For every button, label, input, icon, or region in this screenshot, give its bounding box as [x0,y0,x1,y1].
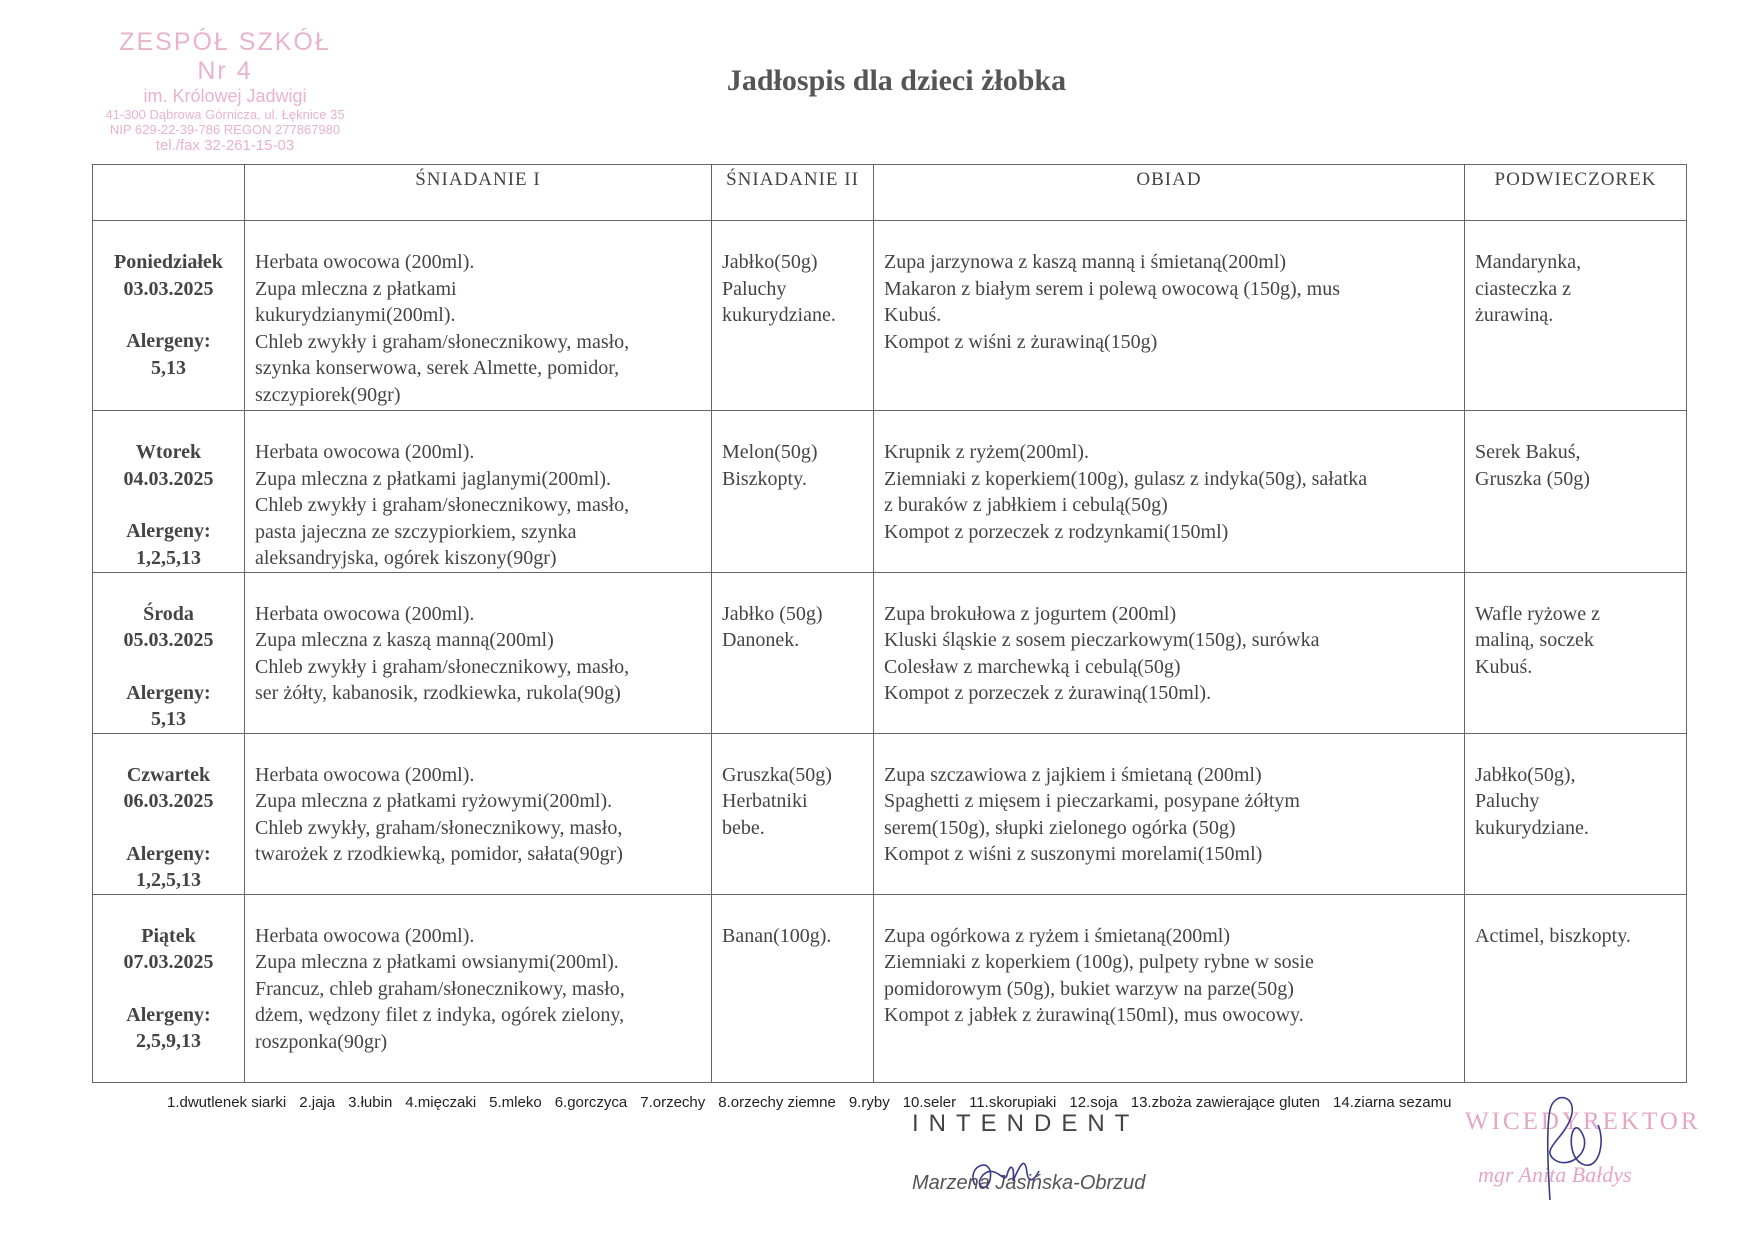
meal-line: roszponka(90gr) [255,1030,388,1053]
meal-cell-breakfast1 [245,221,712,411]
allergen-legend [167,1090,1607,1116]
meal-line: Serek Bakuś, [1475,441,1581,463]
meal-line: serem(150g), słupki zielonego ogórka (50g) [884,816,1236,839]
meal-cell-snack [1465,733,1687,894]
meal-line: Zupa mleczna z płatkami owsianymi(200ml). [255,951,619,973]
meal-line: Danonek. [722,629,800,651]
meal-line: Herbata owocowa (200ml). [255,602,475,625]
meal-line: Zupa mleczna z płatkami ryżowymi(200ml). [255,790,613,812]
day-row [93,733,1687,894]
stamp-line-4: NIP 629-22-39-786 REGON 277867980 [109,122,341,137]
legend-item: 5.mleko [489,1094,542,1111]
meal-line: Makaron z białym serem i polewą owocową (150g), mus [884,277,1340,300]
meal-line: Kompot z wiśni z suszonymi morelami(150ml) [884,843,1263,865]
meal-line: Spaghetti z mięsem i pieczarkami, posypane żółtym [884,790,1300,812]
day-date: 07.03.2025 [123,951,214,973]
allergens-value: 5,13 [151,356,186,379]
stamp-line-5: tel./fax 32-261-15-03 [155,137,295,154]
meal-line: Herbata owocowa (200ml). [255,251,475,273]
intendent-signature [965,1145,1055,1205]
day-name: Piątek [141,924,196,947]
header-day [93,165,245,221]
meal-line: pasta jajeczna ze szczypiorkiem, szynka [255,520,577,543]
meal-line: Herbata owocowa (200ml). [255,924,475,947]
meal-line: Chleb zwykły i graham/słonecznikowy, masło, [255,655,630,678]
meal-line: Paluchy [1475,790,1540,812]
meal-line: Kubuś. [1475,655,1533,678]
day-date: 06.03.2025 [123,790,214,812]
menu-body [93,221,1687,1083]
meal-cell-lunch [874,221,1465,411]
meal-line: ciasteczka z [1475,277,1572,300]
meal-line: Kompot z porzeczek z żurawiną(150ml). [884,682,1212,704]
meal-line: szynka konserwowa, serek Almette, pomidor, [255,357,620,379]
meal-line: Chleb zwykły i graham/słonecznikowy, masło, [255,330,630,353]
meal-line: Herbata owocowa (200ml). [255,763,475,786]
meal-line: maliną, soczek [1475,629,1594,651]
meal-line: Biszkopty. [722,467,807,490]
header-row [93,165,1687,221]
header-lunch: OBIAD [874,165,1465,221]
meal-cell-breakfast2 [712,221,874,411]
meal-line: Gruszka (50g) [1475,467,1590,490]
meal-line: Kompot z porzeczek z rodzynkami(150ml) [884,520,1229,543]
legend-item: 4.mięczaki [405,1094,477,1111]
day-date: 03.03.2025 [123,277,214,300]
day-date: 05.03.2025 [123,629,214,651]
meal-line: szczypiorek(90gr) [255,383,401,406]
allergens-label: Alergeny: [126,1003,211,1026]
allergens-label: Alergeny: [126,520,211,542]
day-cell [93,221,245,411]
deputy-director-title: WICEDYREKTOR [1465,1108,1701,1135]
meal-line: Zupa ogórkowa z ryżem i śmietaną(200ml) [884,924,1230,947]
meal-line: kukurydziane. [722,304,836,326]
meal-cell-snack [1465,411,1687,573]
stamp-line-3: 41-300 Dąbrowa Górnicza, ul. Łęknice 35 [105,107,345,122]
meal-line: Ziemniaki z koperkiem (100g), pulpety rybne w sosie [884,951,1314,973]
day-date: 04.03.2025 [123,467,214,490]
meal-cell-breakfast1 [245,572,712,733]
meal-line: Francuz, chleb graham/słonecznikowy, masło, [255,977,625,1000]
meal-line: Colesław z marchewką i cebulą(50g) [884,655,1181,678]
meal-line: Actimel, biszkopty. [1475,924,1631,947]
day-name: Wtorek [135,441,202,463]
legend-item: 2.jaja [299,1094,336,1111]
meal-line: Zupa szczawiowa z jajkiem i śmietaną (200ml) [884,763,1262,786]
header-breakfast-2: ŚNIADANIE II [712,165,874,221]
stamp-line-2: im. Królowej Jadwigi [143,86,307,106]
day-row [93,221,1687,411]
legend-item: 3.łubin [348,1094,393,1111]
meal-line: dżem, wędzony filet z indyka, ogórek zielony, [255,1004,625,1026]
meal-line: Kubuś. [884,304,942,326]
day-row [93,572,1687,733]
intendent-title: INTENDENT [912,1110,1140,1137]
meal-line: Gruszka(50g) [722,763,832,786]
meal-line: Jabłko(50g) [722,251,818,273]
meal-line: Kompot z jabłek z żurawiną(150ml), mus owocowy. [884,1004,1304,1026]
legend-item: 13.zboża zawierające gluten [1130,1094,1321,1111]
meal-cell-snack [1465,221,1687,411]
meal-line: Kluski śląskie z sosem pieczarkowym(150g), surówka [884,629,1320,651]
day-row [93,894,1687,1082]
meal-line: Chleb zwykły, graham/słonecznikowy, masło, [255,816,623,839]
allergens-label: Alergeny: [126,330,211,352]
meal-line: Banan(100g). [722,924,832,947]
meal-line: Jabłko(50g), [1475,763,1576,786]
meal-line: Herbata owocowa (200ml). [255,441,475,463]
deputy-director-signature [1510,1090,1620,1210]
meal-cell-lunch [874,572,1465,733]
legend-item: 7.orzechy [640,1094,706,1111]
meal-line: kukurydzianymi(200ml). [255,304,456,326]
legend-item: 14.ziarna sezamu [1333,1094,1452,1111]
meal-cell-breakfast2 [712,894,874,1082]
meal-line: Mandarynka, [1475,251,1582,273]
day-cell [93,572,245,733]
meal-line: pomidorowym (50g), bukiet warzyw na parze(50g) [884,977,1294,1000]
allergens-label: Alergeny: [126,681,211,704]
meal-line: ser żółty, kabanosik, rzodkiewka, rukola(90g) [255,682,621,704]
legend-item: 9.ryby [848,1094,890,1111]
allergens-value: 2,5,9,13 [136,1030,201,1052]
allergens-value: 5,13 [151,708,186,730]
meal-line: Paluchy [722,277,787,300]
legend-item: 1.dwutlenek siarki [167,1094,287,1111]
meal-line: Zupa mleczna z płatkami [255,277,457,300]
meal-line: bebe. [722,816,765,839]
header-snack: PODWIECZOREK [1465,165,1687,221]
meal-line: aleksandryjska, ogórek kiszony(90gr) [255,547,557,569]
meal-cell-breakfast1 [245,894,712,1082]
day-name: Środa [143,602,194,625]
page-title: Jadłospis dla dzieci żłobka [726,64,1067,97]
legend-item: 8.orzechy ziemne [718,1094,836,1111]
day-cell [93,411,245,573]
meal-line: Wafle ryżowe z [1475,602,1600,625]
meal-line: kukurydziane. [1475,816,1589,839]
meal-line: Herbatniki [722,790,808,812]
meal-line: żurawiną. [1475,304,1554,326]
meal-cell-lunch [874,411,1465,573]
legend-item: 11.skorupiaki [969,1094,1057,1111]
meal-cell-breakfast1 [245,411,712,573]
day-name: Poniedziałek [114,251,223,273]
allergens-value: 1,2,5,13 [136,546,201,569]
meal-line: z buraków z jabłkiem i cebulą(50g) [884,494,1168,516]
allergens-label: Alergeny: [126,842,211,865]
day-cell [93,733,245,894]
stamp-line-1: ZESPÓŁ SZKÓŁ Nr 4 [119,28,331,85]
deputy-director-name: mgr Anita Bałdys [1478,1162,1632,1187]
meal-cell-snack [1465,572,1687,733]
meal-cell-breakfast2 [712,411,874,573]
day-row [93,411,1687,573]
meal-line: Chleb zwykły i graham/słonecznikowy, masło, [255,494,630,516]
meal-line: Zupa jarzynowa z kaszą manną i śmietaną(200ml) [884,251,1287,273]
meal-line: Ziemniaki z koperkiem(100g), gulasz z indyka(50g), sałatka [884,467,1368,490]
meal-line: Kompot z wiśni z żurawiną(150g) [884,330,1158,353]
menu-table [92,164,1687,1083]
meal-line: Jabłko (50g) [722,602,823,625]
meal-cell-breakfast2 [712,733,874,894]
header-breakfast-1: ŚNIADANIE I [245,165,712,221]
meal-line: Zupa mleczna z płatkami jaglanymi(200ml). [255,467,611,490]
legend-item: 10.seler [902,1094,957,1111]
meal-cell-snack [1465,894,1687,1082]
intendent-name: Marzena Jasińska-Obrzud [912,1172,1146,1194]
meal-line: Zupa mleczna z kaszą manną(200ml) [255,629,554,651]
meal-line: twarożek z rzodkiewką, pomidor, sałata(90gr) [255,843,623,865]
day-cell [93,894,245,1082]
allergens-value: 1,2,5,13 [136,869,201,891]
day-name: Czwartek [126,763,211,786]
meal-cell-lunch [874,733,1465,894]
legend-item: 6.gorczyca [554,1094,628,1111]
meal-cell-lunch [874,894,1465,1082]
meal-line: Melon(50g) [722,441,818,463]
meal-line: Zupa brokułowa z jogurtem (200ml) [884,602,1177,625]
meal-line: Krupnik z ryżem(200ml). [884,441,1089,463]
meal-cell-breakfast1 [245,733,712,894]
legend-item: 12.soja [1069,1094,1118,1111]
meal-cell-breakfast2 [712,572,874,733]
